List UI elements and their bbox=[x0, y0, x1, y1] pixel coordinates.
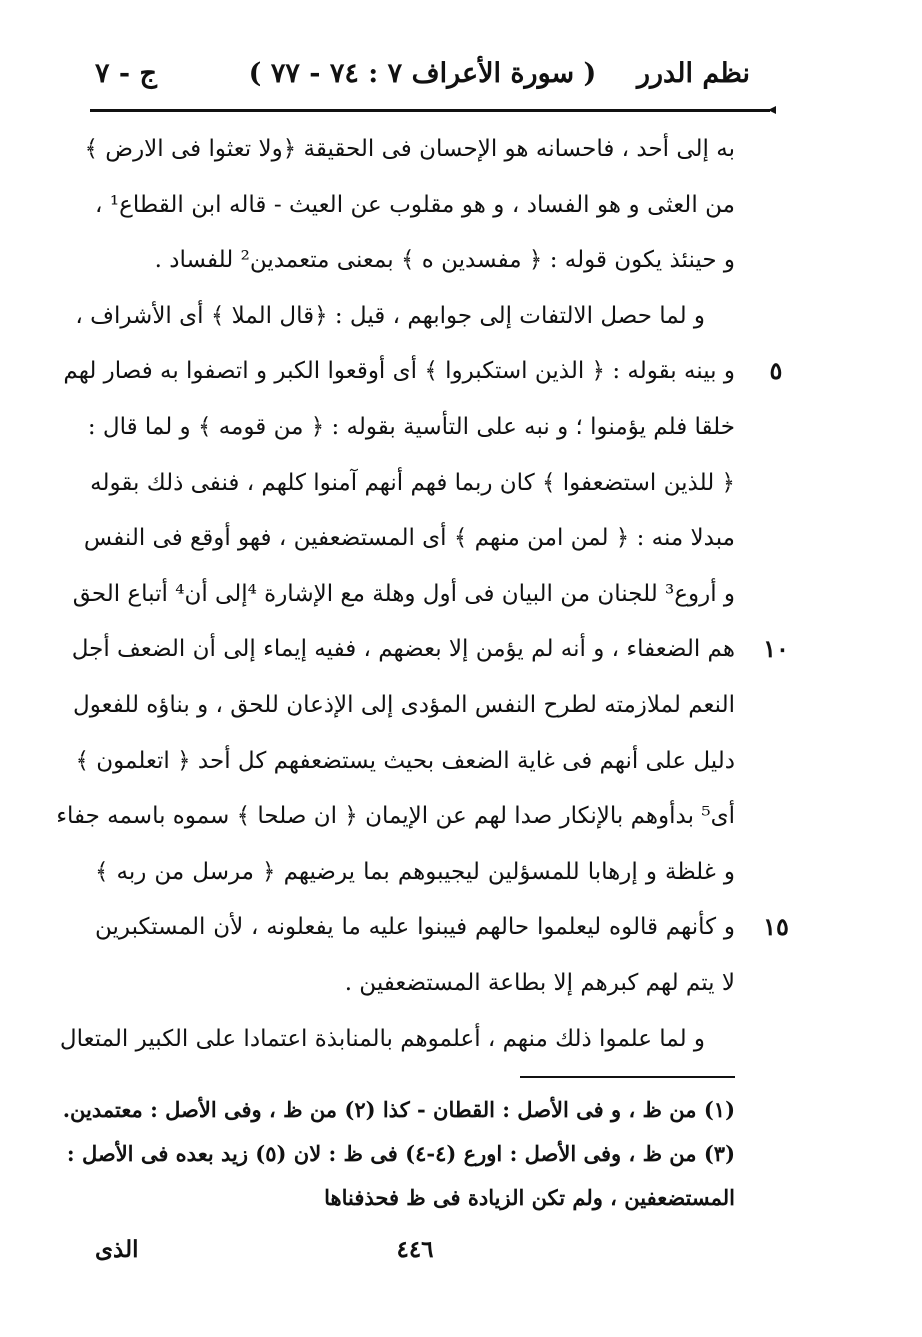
footnote-line: (٣) من ظ ، وفى الأصل : اورع (٤-٤) فى ظ : لان (٥) زيد بعده فى الأصل : bbox=[66, 1141, 735, 1166]
text-line: هم الضعفاء ، و أنه لم يؤمن إلا بعضهم ، ففيه إيماء إلى أن الضعف أجل bbox=[71, 636, 735, 663]
footnote-line: المستضعفين ، ولم تكن الزيادة فى ظ فحذفناها bbox=[324, 1185, 735, 1210]
header-rule bbox=[90, 109, 770, 112]
text-line: و كأنهم قالوه ليعلموا حالهم فيبنوا عليه ما يفعلونه ، لأن المستكبرين bbox=[95, 914, 735, 941]
text-line: النعم لملازمته لطرح النفس المؤدى إلى الإذعان للحق ، و بناؤه للفعول bbox=[73, 691, 735, 718]
main-text bbox=[56, 122, 736, 1067]
page-footer bbox=[95, 1236, 735, 1270]
text-line: دليل على أنهم فى غاية الضعف بحيث يستضعفهم كل أحد ﴿ اتعلمون ﴾ bbox=[75, 747, 735, 774]
text-line: خلقا فلم يؤمنوا ؛ و نبه على التأسية بقوله : ﴿ من قومه ﴾ و لما قال : bbox=[87, 413, 735, 440]
line-number-15: ١٥ bbox=[763, 912, 789, 941]
text-line: و أروع³ للجنان من البيان فى أول وهلة مع الإشارة ⁴إلى أن⁴ أتباع الحق bbox=[72, 580, 735, 607]
footnotes bbox=[62, 1088, 735, 1220]
text-line: و لما حصل الالتفات إلى جوابهم ، قيل : ﴿قال الملا ﴾ أى الأشراف ، bbox=[75, 302, 705, 329]
text-line: ﴿ للذين استضعفوا ﴾ كان ربما فهم أنهم آمنوا كلهم ، فنفى ذلك بقوله bbox=[90, 469, 735, 496]
volume-number: ج - ٧ bbox=[95, 58, 157, 89]
text-line: مبدلا منه : ﴿ لمن امن منهم ﴾ أى المستضعفين ، فهو أوقع فى النفس bbox=[83, 525, 735, 552]
book-title: نظم الدرر bbox=[636, 58, 750, 89]
surah-reference: ( سورة الأعراف ٧ : ٧٤ - ٧٧ ) bbox=[248, 58, 597, 89]
text-line: و غلظة و إرهابا للمسؤلين ليجيبوهم بما يرضيهم ﴿ مرسل من ربه ﴾ bbox=[95, 858, 735, 885]
text-line: من العثى و هو الفساد ، و هو مقلوب عن العيث - قاله ابن القطاع¹ ، bbox=[95, 191, 736, 218]
page-number: ٤٤٦ bbox=[396, 1236, 434, 1263]
text-line: أى⁵ بدأوهم بالإنكار صدا لهم عن الإيمان ﴿ ان صلحا ﴾ سموه باسمه جفاء bbox=[56, 803, 735, 830]
catchword: الذى bbox=[95, 1236, 139, 1263]
text-line: و لما علموا ذلك منهم ، أعلموهم بالمنابذة اعتمادا على الكبير المتعال bbox=[59, 1025, 705, 1052]
text-line: و بينه بقوله : ﴿ الذين استكبروا ﴾ أى أوقعوا الكبر و اتصفوا به فصار لهم bbox=[63, 358, 735, 385]
text-line: و حينئذ يكون قوله : ﴿ مفسدين ه ﴾ بمعنى متعمدين² للفساد . bbox=[154, 247, 735, 274]
running-header bbox=[95, 58, 750, 98]
text-line: به إلى أحد ، فاحسانه هو الإحسان فى الحقيقة ﴿ولا تعثوا فى الارض ﴾ bbox=[84, 136, 735, 162]
footnote-line: (١) من ظ ، و فى الأصل : القطان - كذا (٢) من ظ ، وفى الأصل : معتمدين. bbox=[62, 1097, 735, 1122]
text-line: لا يتم لهم كبرهم إلا بطاعة المستضعفين . bbox=[344, 969, 735, 996]
line-number-10: ١٠ bbox=[763, 634, 789, 663]
line-number-5: ٥ bbox=[769, 356, 783, 385]
footnote-rule bbox=[520, 1076, 735, 1078]
